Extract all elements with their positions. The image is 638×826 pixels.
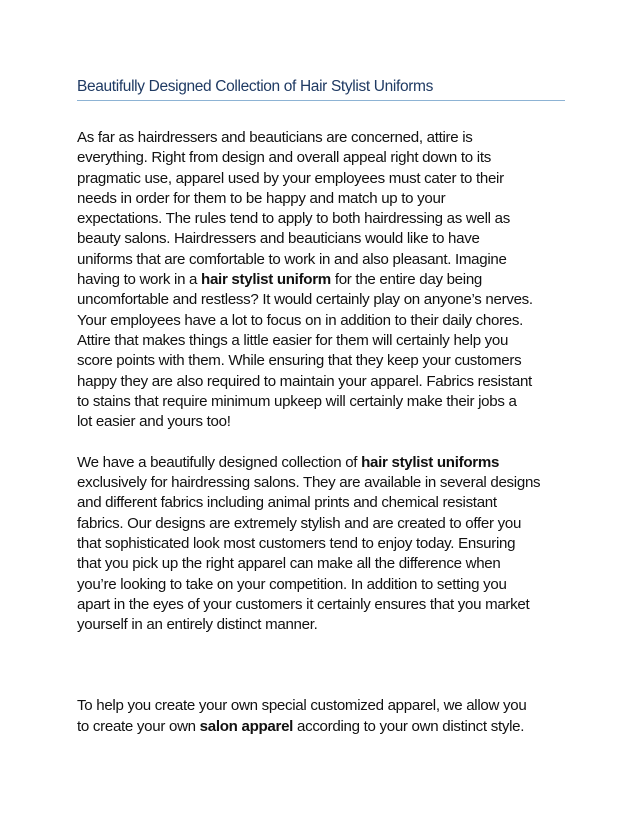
paragraph-line: lot easier and yours too!	[77, 413, 231, 431]
paragraph-line: exclusively for hairdressing salons. They are available in several designs	[77, 474, 541, 492]
page-title: Beautifully Designed Collection of Hair Stylist Uniforms	[77, 78, 433, 95]
paragraph-line: To help you create your own special customized apparel, we allow you	[77, 697, 527, 715]
bold-keyword: hair stylist uniforms	[361, 453, 500, 471]
paragraph-line: pragmatic use, apparel used by your employees must cater to their	[77, 169, 504, 187]
paragraph-line: fabrics. Our designs are extremely stylish and are created to offer you	[77, 514, 522, 532]
paragraph-line: and different fabrics including animal prints and chemical resistant	[77, 494, 497, 512]
paragraph-line: Attire that makes things a little easier for them will certainly help you	[77, 331, 509, 349]
paragraph-line: that sophisticated look most customers tend to enjoy today. Ensuring	[77, 534, 516, 552]
bold-keyword: salon apparel	[199, 717, 294, 735]
paragraph-line: apart in the eyes of your customers it certainly ensures that you market	[77, 595, 530, 613]
bold-keyword: hair stylist uniform	[201, 271, 331, 289]
paragraph-line: uniforms that are comfortable to work in and also pleasant. Imagine	[77, 250, 507, 268]
paragraph-line: yourself in an entirely distinct manner.	[77, 616, 318, 634]
paragraph-line: As far as hairdressers and beauticians are concerned, attire is	[77, 129, 473, 146]
paragraph-line: beauty salons. Hairdressers and beauticians would like to have	[77, 230, 480, 248]
paragraph-line: uncomfortable and restless? It would certainly play on anyone’s nerves.	[77, 291, 533, 309]
paragraph-line: score points with them. While ensuring that they keep your customers	[77, 352, 522, 370]
document-body	[77, 128, 573, 737]
text-run: for the entire day being	[330, 271, 483, 289]
paragraph-line: you’re looking to take on your competition. In addition to setting you	[77, 575, 507, 593]
paragraph-1	[77, 128, 573, 432]
paragraph-spacer	[77, 635, 573, 696]
text-run: We have a beautifully designed collection of	[77, 453, 362, 471]
title-underline	[77, 78, 565, 101]
paragraph-line: to stains that require minimum upkeep will certainly make their jobs a	[77, 392, 517, 410]
text-run: having to work in a	[77, 271, 202, 289]
paragraph-spacer	[77, 432, 573, 452]
paragraph-line	[77, 717, 573, 737]
paragraph-line	[77, 270, 573, 290]
paragraph-line: needs in order for them to be happy and match up to your	[77, 189, 446, 207]
paragraph-3	[77, 696, 573, 737]
text-run: according to your own distinct style.	[293, 717, 525, 735]
paragraph-line: everything. Right from design and overall appeal right down to its	[77, 149, 491, 167]
paragraph-line: expectations. The rules tend to apply to both hairdressing as well as	[77, 210, 510, 228]
paragraph-line: happy they are also required to maintain your apparel. Fabrics resistant	[77, 372, 532, 390]
paragraph-line: Your employees have a lot to focus on in addition to their daily chores.	[77, 311, 524, 329]
paragraph-line: that you pick up the right apparel can make all the difference when	[77, 555, 501, 573]
text-run: to create your own	[77, 717, 200, 735]
paragraph-2	[77, 453, 573, 636]
paragraph-line	[77, 453, 573, 473]
